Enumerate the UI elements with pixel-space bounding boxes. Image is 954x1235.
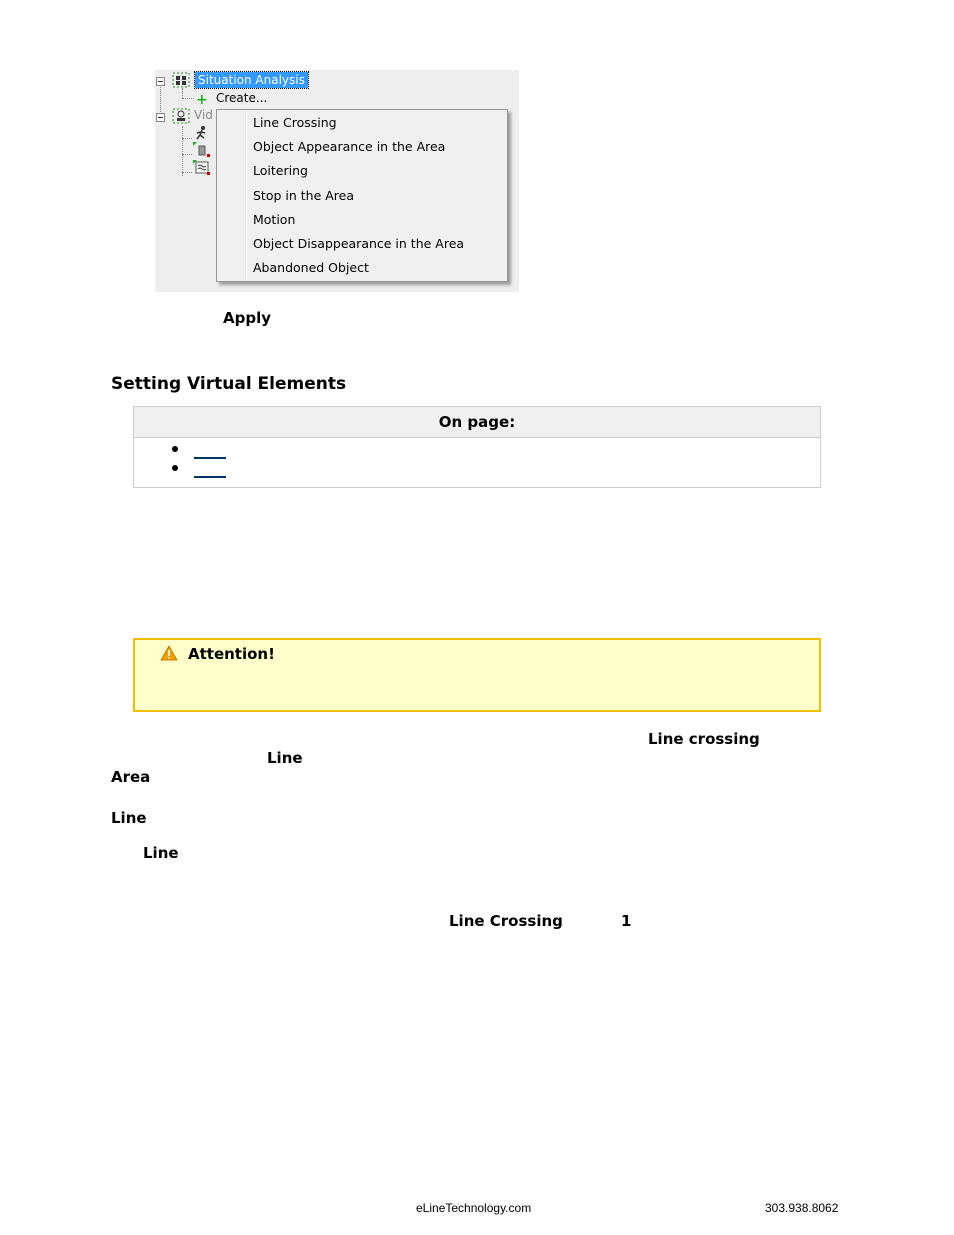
on-page-box	[133, 406, 821, 488]
line-term: Line	[143, 844, 179, 862]
motion-icon	[193, 160, 211, 176]
tree-item-situation-analysis[interactable]: Situation Analysis	[195, 72, 308, 88]
line-term: Line	[267, 749, 303, 767]
section-title: Setting Virtual Elements	[111, 374, 347, 394]
line-crossing-term: Line crossing	[648, 730, 760, 748]
menu-item-object-disappearance[interactable]: Object Disappearance in the Area	[253, 236, 465, 251]
plus-icon: +	[196, 92, 208, 108]
step-number: 1	[621, 912, 632, 930]
collapse-icon[interactable]	[156, 113, 165, 122]
apply-label: Apply	[223, 309, 272, 327]
toc-link[interactable]	[194, 476, 226, 478]
menu-item-motion[interactable]: Motion	[253, 212, 296, 227]
toc-link[interactable]	[194, 457, 226, 459]
attention-box	[133, 638, 821, 712]
attention-label: Attention!	[188, 645, 275, 663]
menu-item-line-crossing[interactable]: Line Crossing	[253, 115, 337, 130]
footer-site: eLineTechnology.com	[416, 1201, 532, 1215]
tree-item-create[interactable]: Create...	[216, 91, 268, 105]
menu-item-stop-in-area[interactable]: Stop in the Area	[253, 188, 355, 203]
on-page-header: On page:	[134, 407, 820, 438]
tree-item-video-partial[interactable]: Vid	[194, 108, 213, 122]
footer-phone: 303.938.8062	[765, 1201, 839, 1215]
context-menu	[216, 109, 508, 282]
menu-item-loitering[interactable]: Loitering	[253, 163, 308, 178]
line-crossing-term: Line Crossing	[449, 912, 563, 930]
collapse-icon[interactable]	[156, 77, 165, 86]
bullet	[172, 446, 178, 452]
situation-analysis-icon	[172, 72, 190, 88]
context-menu-screenshot	[155, 70, 519, 292]
menu-item-object-appearance[interactable]: Object Appearance in the Area	[253, 139, 446, 154]
area-term: Area	[111, 768, 151, 786]
line-term: Line	[111, 809, 147, 827]
menu-item-abandoned-object[interactable]: Abandoned Object	[253, 260, 369, 275]
warning-icon	[160, 645, 178, 661]
video-detector-icon	[172, 108, 190, 124]
object-icon	[193, 142, 211, 158]
bullet	[172, 465, 178, 471]
menu-gutter	[245, 112, 247, 279]
person-running-icon	[193, 125, 211, 141]
